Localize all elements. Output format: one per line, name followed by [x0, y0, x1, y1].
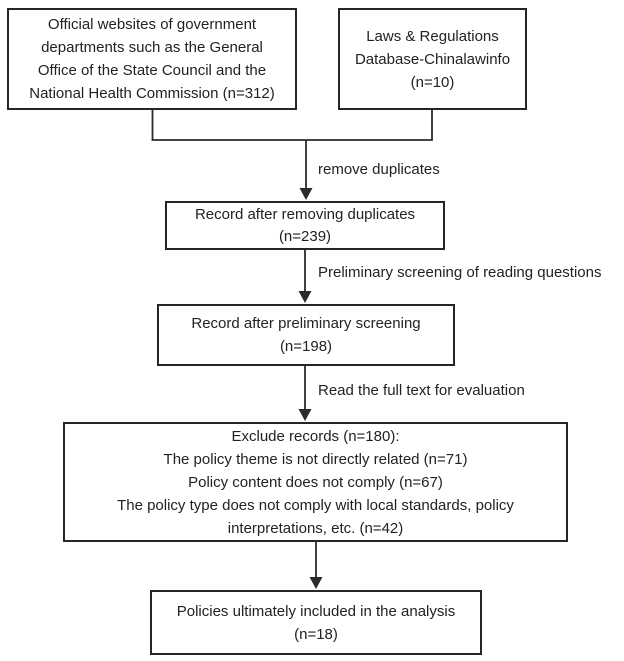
arrow-to-dedup-icon: [300, 140, 313, 200]
arrow-to-screening-icon: [299, 250, 312, 303]
box-sources-database: [338, 8, 527, 110]
edge-label-preliminary-screening: Preliminary screening of reading questions: [318, 264, 602, 281]
box-text-line: Office of the State Council and the: [37, 62, 267, 79]
edge-label-remove-duplicates: remove duplicates: [318, 161, 440, 178]
box-text-line: The policy type does not comply with local standards, policy: [117, 496, 514, 514]
merge-connector: [152, 110, 433, 140]
box-included-policies: [150, 590, 482, 655]
box-after-preliminary-screening: [157, 304, 455, 366]
box-text-line: Official websites of government: [47, 16, 257, 33]
box-text-line: Database-Chinalawinfo: [354, 50, 511, 68]
box-text-line: The policy theme is not directly related (n=71): [163, 450, 468, 468]
box-text-line: Laws & Regulations: [366, 27, 499, 45]
box-text-line: Record after removing duplicates: [194, 205, 416, 223]
box-text-line: Policy content does not comply (n=67): [188, 473, 443, 491]
box-text-line: (n=18): [294, 625, 338, 643]
box-sources-government: [7, 8, 297, 110]
box-text-line: (n=10): [410, 73, 455, 91]
box-text-line: (n=198): [279, 338, 333, 355]
arrow-to-exclusion-icon: [299, 366, 312, 421]
box-text-line: Exclude records (n=180):: [231, 427, 400, 445]
box-text-line: departments such as the General: [41, 39, 263, 56]
box-text-line: (n=239): [278, 227, 332, 245]
box-excluded-records: [63, 422, 568, 542]
edge-label-full-text-evaluation: Read the full text for evaluation: [318, 382, 525, 399]
box-after-removing-duplicates: [165, 201, 445, 250]
box-text-line: Policies ultimately included in the analysis: [176, 602, 456, 620]
arrow-to-included-icon: [310, 542, 323, 589]
box-text-line: Record after preliminary screening: [191, 315, 421, 332]
box-text-line: National Health Commission (n=312): [29, 85, 275, 102]
box-text-line: interpretations, etc. (n=42): [227, 519, 404, 537]
